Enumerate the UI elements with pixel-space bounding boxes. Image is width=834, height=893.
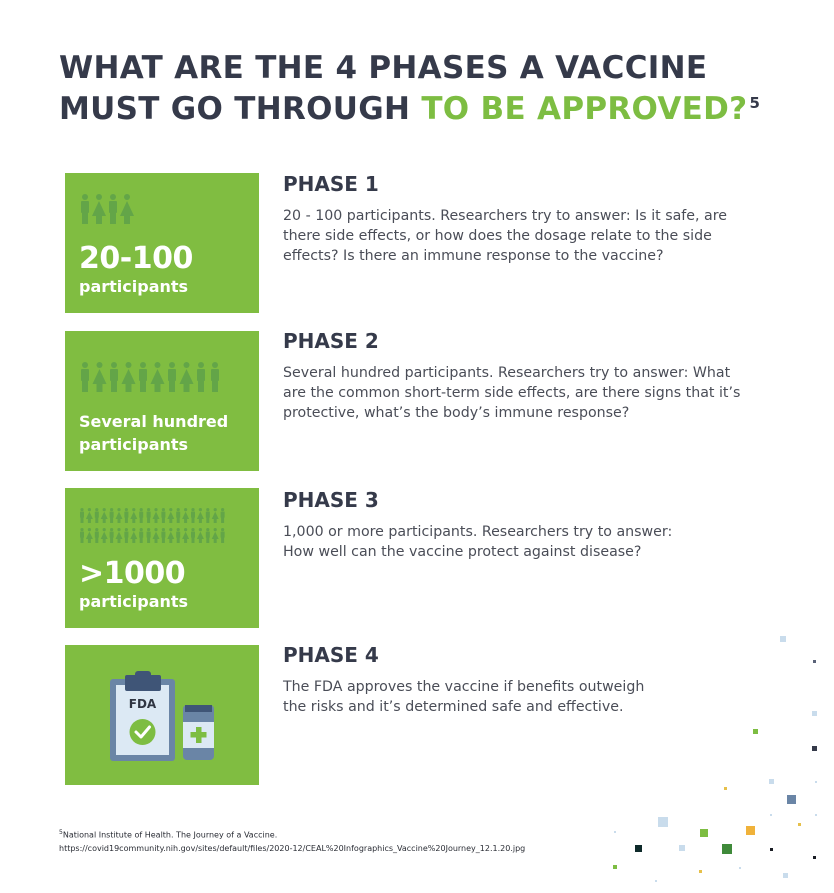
title-accent: TO BE APPROVED? xyxy=(421,91,748,127)
fda-approval-illustration xyxy=(65,645,259,785)
people-icon-group xyxy=(79,194,135,226)
title-line-2: MUST GO THROUGH xyxy=(59,91,422,127)
phase-4-section xyxy=(283,643,663,717)
participants-label: participants xyxy=(79,277,189,296)
participants-label-line-2: participants xyxy=(79,435,189,454)
people-icon-group xyxy=(79,362,223,394)
phase-2-box xyxy=(65,331,259,471)
phase-description: Several hundred participants. Researchers try to answer: What are the common short-term side effects, are there signs that it’s protective, what’s the body’s immune response? xyxy=(283,365,741,421)
phase-description: 20 - 100 participants. Researchers try to answer: Is it safe, are there side effects, or how does the dosage relate to the side effects? Is there an immune response to the vaccine? xyxy=(283,208,727,264)
page-title xyxy=(59,48,799,130)
footnote-ref: 5 xyxy=(749,94,761,112)
phase-heading: PHASE 2 xyxy=(283,329,379,353)
phase-3-box xyxy=(65,488,259,628)
footnote-url: https://covid19community.nih.gov/sites/default/files/2020-12/CEAL%20Infographics_Vaccine%20Journey_12.1.20.jpg xyxy=(59,844,526,853)
people-icon-group xyxy=(79,508,229,546)
participants-label: participants xyxy=(79,592,189,611)
phase-4-box xyxy=(65,645,259,785)
phase-1-section xyxy=(283,172,753,266)
phase-description: The FDA approves the vaccine if benefits outweigh the risks and it’s determined safe and effective. xyxy=(283,679,645,715)
people-icon xyxy=(79,508,229,546)
citation-text: National Institute of Health. The Journey of a Vaccine. xyxy=(62,830,278,840)
clipboard-icon xyxy=(110,671,175,761)
participant-count: 20-100 xyxy=(79,241,193,276)
people-icon xyxy=(79,194,135,226)
svg-text:FDA: FDA xyxy=(128,697,157,711)
footnote-marker: 5 xyxy=(59,829,63,836)
phase-heading: PHASE 4 xyxy=(283,643,379,667)
footnote-citation xyxy=(59,828,277,841)
title-line-1: WHAT ARE THE 4 PHASES A VACCINE xyxy=(59,50,708,86)
phase-heading: PHASE 1 xyxy=(283,172,379,196)
phase-1-box xyxy=(65,173,259,313)
participants-label-line-1: Several hundred xyxy=(79,412,229,431)
phase-2-section xyxy=(283,329,753,423)
phase-heading: PHASE 3 xyxy=(283,488,379,512)
phase-3-section xyxy=(283,488,703,562)
people-icon xyxy=(79,362,223,394)
vaccine-vial-icon xyxy=(183,705,214,760)
phase-description: 1,000 or more participants. Researchers try to answer: How well can the vaccine protect against disease? xyxy=(283,524,673,560)
participant-count: >1000 xyxy=(79,556,186,591)
